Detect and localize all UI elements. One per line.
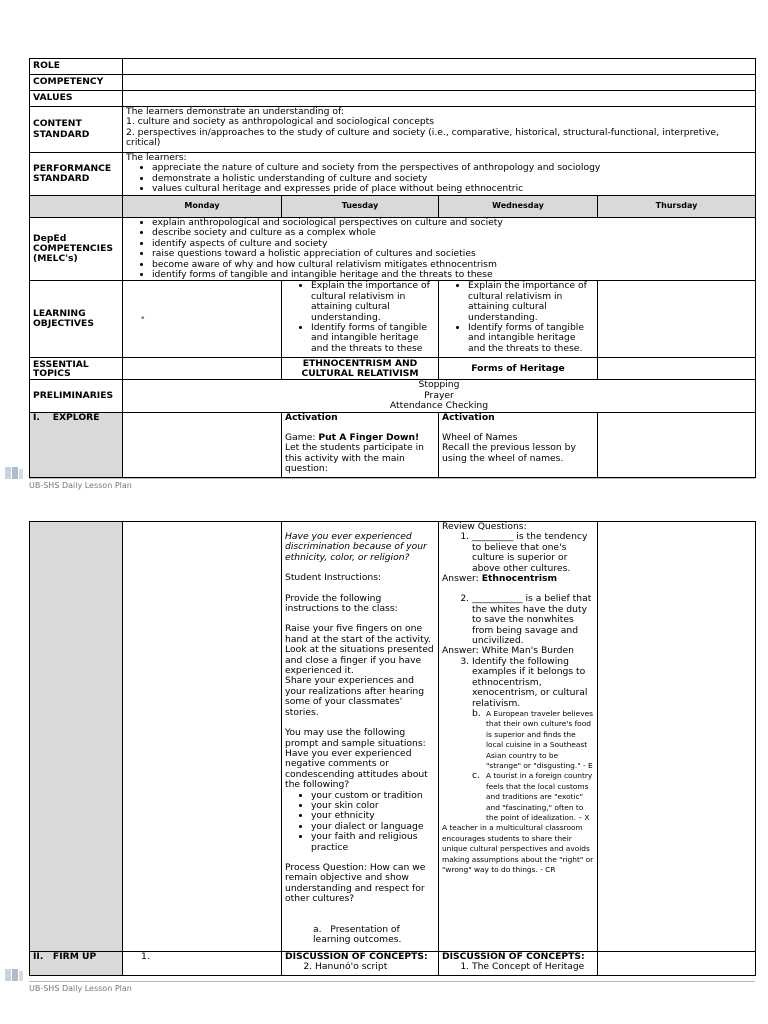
explore-tuesday: Activation Game: Put A Finger Down! Let the students participate in this activity with the main question: — [282, 412, 439, 477]
objectives-tuesday — [282, 281, 439, 358]
melc-list — [123, 218, 756, 281]
preliminaries-label: PRELIMINARIES — [30, 380, 123, 412]
explore-wednesday: Activation Wheel of Names Recall the previous lesson by using the wheel of names. — [439, 412, 598, 477]
values-label: VALUES — [30, 91, 123, 107]
performance-standard: The learners: • appreciate the nature of culture and society from the perspectives of anthropology and sociology • demonstrate a holistic understanding of culture and society • values cultural heritage and expresses pride of place without being ethnocentric — [123, 153, 756, 196]
list-item: 2. ___________ is a belief that the whites have the duty to save the nonwhites from being savage and uncivilized. — [472, 594, 594, 646]
day-header-blank — [30, 196, 123, 218]
day-header-wednesday: Wednesday — [439, 196, 598, 218]
continuation-monday — [123, 522, 282, 952]
competency-value — [123, 75, 756, 91]
lesson-plan-table-page2 — [29, 521, 756, 976]
content-standard: The learners demonstrate an understanding of: 1. culture and society as anthropological and sociological concepts 2. perspectives in/approaches to the study of culture and society (i.e., comparative, historical, structural-functional, interpretive, critical) — [123, 107, 756, 153]
page-footer: UB-SHS Daily Lesson Plan — [29, 981, 755, 993]
list-item: • demonstrate a holistic understanding of culture and society — [152, 174, 752, 184]
day-header-thursday: Thursday — [598, 196, 756, 218]
explore-monday — [123, 412, 282, 477]
list-item: 1. _________ is the tendency to believe that one's culture is superior or above other cultures. — [472, 532, 594, 574]
objectives-wednesday — [439, 281, 598, 358]
list-item: • Identify forms of tangible and intangible heritage and the threats to these. — [468, 323, 594, 354]
example-c: c. A tourist in a foreign country feels that the local customs and traditions are "exotic" and "fascinating," often to the point of idealization. – X — [472, 770, 593, 822]
melc-label: DepEd COMPETENCIES (MELC's) — [30, 218, 123, 281]
values-value — [123, 91, 756, 107]
example-d: A teacher in a multicultural classroom encourages students to share their unique cultural perspectives and avoids making assumptions about the "right" or "wrong" way to do things. - CR — [442, 823, 594, 874]
topics-tuesday: ETHNOCENTRISM AND CULTURAL RELATIVISM — [282, 358, 439, 380]
role-label: ROLE — [30, 59, 123, 75]
list-item: 1. The Concept of Heritage — [472, 962, 594, 972]
lesson-plan-table-page1 — [29, 58, 756, 478]
list-item: • appreciate the nature of culture and society from the perspectives of anthropology and sociology — [152, 163, 752, 173]
competency-label: COMPETENCY — [30, 75, 123, 91]
list-item: • your faith and religious practice — [311, 832, 435, 853]
list-item: 3. Identify the following examples if it belongs to ethnocentrism, xenocentrism, or cultural relativism. — [472, 657, 594, 709]
list-item: • become aware of why and how cultural relativism mitigates ethnocentrism — [152, 260, 752, 270]
firm-up-thursday — [598, 952, 756, 976]
continuation-thursday — [598, 522, 756, 952]
topics-monday — [123, 358, 282, 380]
list-item: • raise questions toward a holistic appreciation of cultures and societies — [152, 249, 752, 259]
list-item: • Explain the importance of cultural relativism in attaining cultural understanding. — [468, 281, 594, 323]
continuation-wednesday: Review Questions: 1. _________ is the tendency to believe that one's culture is superior or above other cultures. Answer: Ethnocentrism 2. ___________ is a belief that the whites have the duty to save the nonwhites from being savage and uncivilized. Answer: White Man's Burden 3. Identify the following examples if it belongs to ethnocentrism, xenocentrism, or cultural relativism. b. A European traveler believes that their own culture's food is superior and finds the local cuisine in a Southeast Asian country to be "strange" or "disgusting." - E c. A tourist in a foreign country feels that the local customs and traditions are "exotic" and "fascinating," often to the point of idealization. – X A teacher in a multicultural classroom encourages students to share their unique cultural perspectives and avoids making assumptions about the "right" or "wrong" way to do things. - CR — [439, 522, 598, 952]
topics-thursday — [598, 358, 756, 380]
list-item: • your skin color — [311, 801, 435, 811]
objectives-label: LEARNING OBJECTIVES — [30, 281, 123, 358]
firm-up-tuesday: DISCUSSION OF CONCEPTS: 2. Hanunó'o script — [282, 952, 439, 976]
list-item: • identify aspects of culture and society — [152, 239, 752, 249]
list-item: • values cultural heritage and expresses pride of place without being ethnocentric — [152, 184, 752, 194]
list-item: • describe society and culture as a complex whole — [152, 228, 752, 238]
list-item: • Explain the importance of cultural relativism in attaining cultural understanding. — [311, 281, 435, 323]
content-standard-label: CONTENT STANDARD — [30, 107, 123, 153]
document-icon — [4, 968, 24, 982]
role-value — [123, 59, 756, 75]
preliminaries: Stopping Prayer Attendance Checking — [123, 380, 756, 412]
continuation-tuesday: Have you ever experienced discrimination because of your ethnicity, color, or religion? Student Instructions: Provide the following instructions to the class: Raise your five fingers on one hand at the start of the activity. Look at the situations presented and close a finger if you have experienced it. Share your experiences and your realizations after hearing some of your classmates' stories. You may use the following prompt and sample situations: Have you ever experienced negative comments or condescending attitudes about the following? • your custom or tradition • your skin color • your ethnicity • your dialect or language • your faith and religious practice Process Question: How can we remain objective and show understanding and respect for other cultures? a. Presentation of learning outcomes. — [282, 522, 439, 952]
list-item: • your dialect or language — [311, 822, 435, 832]
list-item: • your ethnicity — [311, 811, 435, 821]
page-footer: UB-SHS Daily Lesson Plan — [29, 478, 755, 490]
day-header-monday: Monday — [123, 196, 282, 218]
list-item: • explain anthropological and sociological perspectives on culture and society — [152, 218, 752, 228]
list-item: 2. Hanunó'o script — [315, 962, 435, 972]
objectives-monday: • — [123, 281, 282, 358]
day-header-tuesday: Tuesday — [282, 196, 439, 218]
performance-standard-label: PERFORMANCE STANDARD — [30, 153, 123, 196]
list-item: • your custom or tradition — [311, 791, 435, 801]
example-b: b. A European traveler believes that their own culture's food is superior and finds the local cuisine in a Southeast Asian country to be "strange" or "disgusting." - E — [472, 707, 593, 770]
firm-up-label: II. FIRM UP — [30, 952, 123, 976]
document-icon — [4, 466, 24, 480]
list-item: • identify forms of tangible and intangible heritage and the threats to these — [152, 270, 752, 280]
explore-thursday — [598, 412, 756, 477]
topics-wednesday: Forms of Heritage — [439, 358, 598, 380]
essential-topics-label: ESSENTIAL TOPICS — [30, 358, 123, 380]
objectives-thursday — [598, 281, 756, 358]
continuation-label — [30, 522, 123, 952]
firm-up-wednesday: DISCUSSION OF CONCEPTS: 1. The Concept of Heritage — [439, 952, 598, 976]
explore-label: I. EXPLORE — [30, 412, 123, 477]
list-item: • Identify forms of tangible and intangible heritage and the threats to these — [311, 323, 435, 354]
firm-up-monday: 1. — [123, 952, 282, 976]
